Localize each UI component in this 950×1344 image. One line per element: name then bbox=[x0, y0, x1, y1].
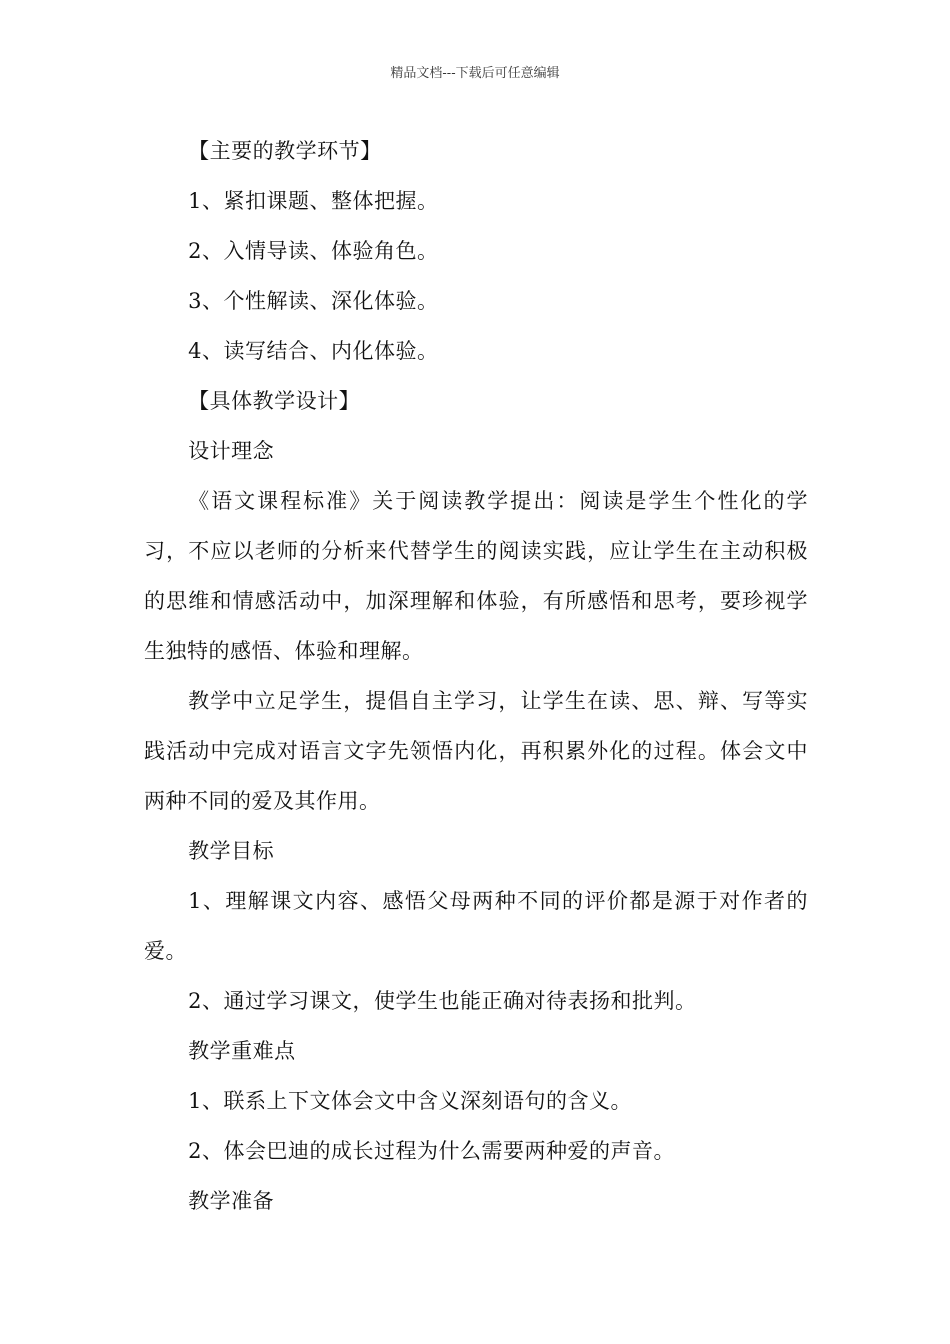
subheading-design-concept: 设计理念 bbox=[188, 439, 275, 463]
list-item: 1、理解课文内容、感悟父母两种不同的评价都是源于对作者的爱。 bbox=[144, 889, 808, 963]
list-item: 2、入情导读、体验角色。 bbox=[188, 239, 439, 263]
paragraph-teaching: 教学中立足学生，提倡自主学习，让学生在读、思、辩、写等实践活动中完成对语言文字先领悟内化，再积累外化的过程。体会文中两种不同的爱及其作用。 bbox=[144, 689, 808, 813]
list-item: 1、联系上下文体会文中含义深刻语句的含义。 bbox=[188, 1089, 632, 1113]
paragraph-standard: 《语文课程标准》关于阅读教学提出：阅读是学生个性化的学习，不应以老师的分析来代替学生的阅读实践，应让学生在主动积极的思维和情感活动中，加深理解和体验，有所感悟和思考，要珍视学生独特的感悟、体验和理解。 bbox=[144, 489, 808, 663]
subheading-objectives: 教学目标 bbox=[188, 839, 275, 863]
list-item: 3、个性解读、深化体验。 bbox=[188, 289, 439, 313]
subheading-key-points: 教学重难点 bbox=[188, 1039, 296, 1063]
list-item: 4、读写结合、内化体验。 bbox=[188, 339, 439, 363]
list-item: 2、通过学习课文，使学生也能正确对待表扬和批判。 bbox=[188, 989, 697, 1013]
page-header: 精品文档---下载后可任意编辑 bbox=[390, 66, 560, 81]
list-item: 2、体会巴迪的成长过程为什么需要两种爱的声音。 bbox=[188, 1139, 675, 1163]
section-heading-design: 【具体教学设计】 bbox=[188, 389, 361, 413]
subheading-preparation: 教学准备 bbox=[188, 1189, 275, 1213]
list-item: 1、紧扣课题、整体把握。 bbox=[188, 189, 439, 213]
document-body bbox=[144, 126, 808, 1226]
section-heading-main-steps: 【主要的教学环节】 bbox=[188, 139, 382, 163]
